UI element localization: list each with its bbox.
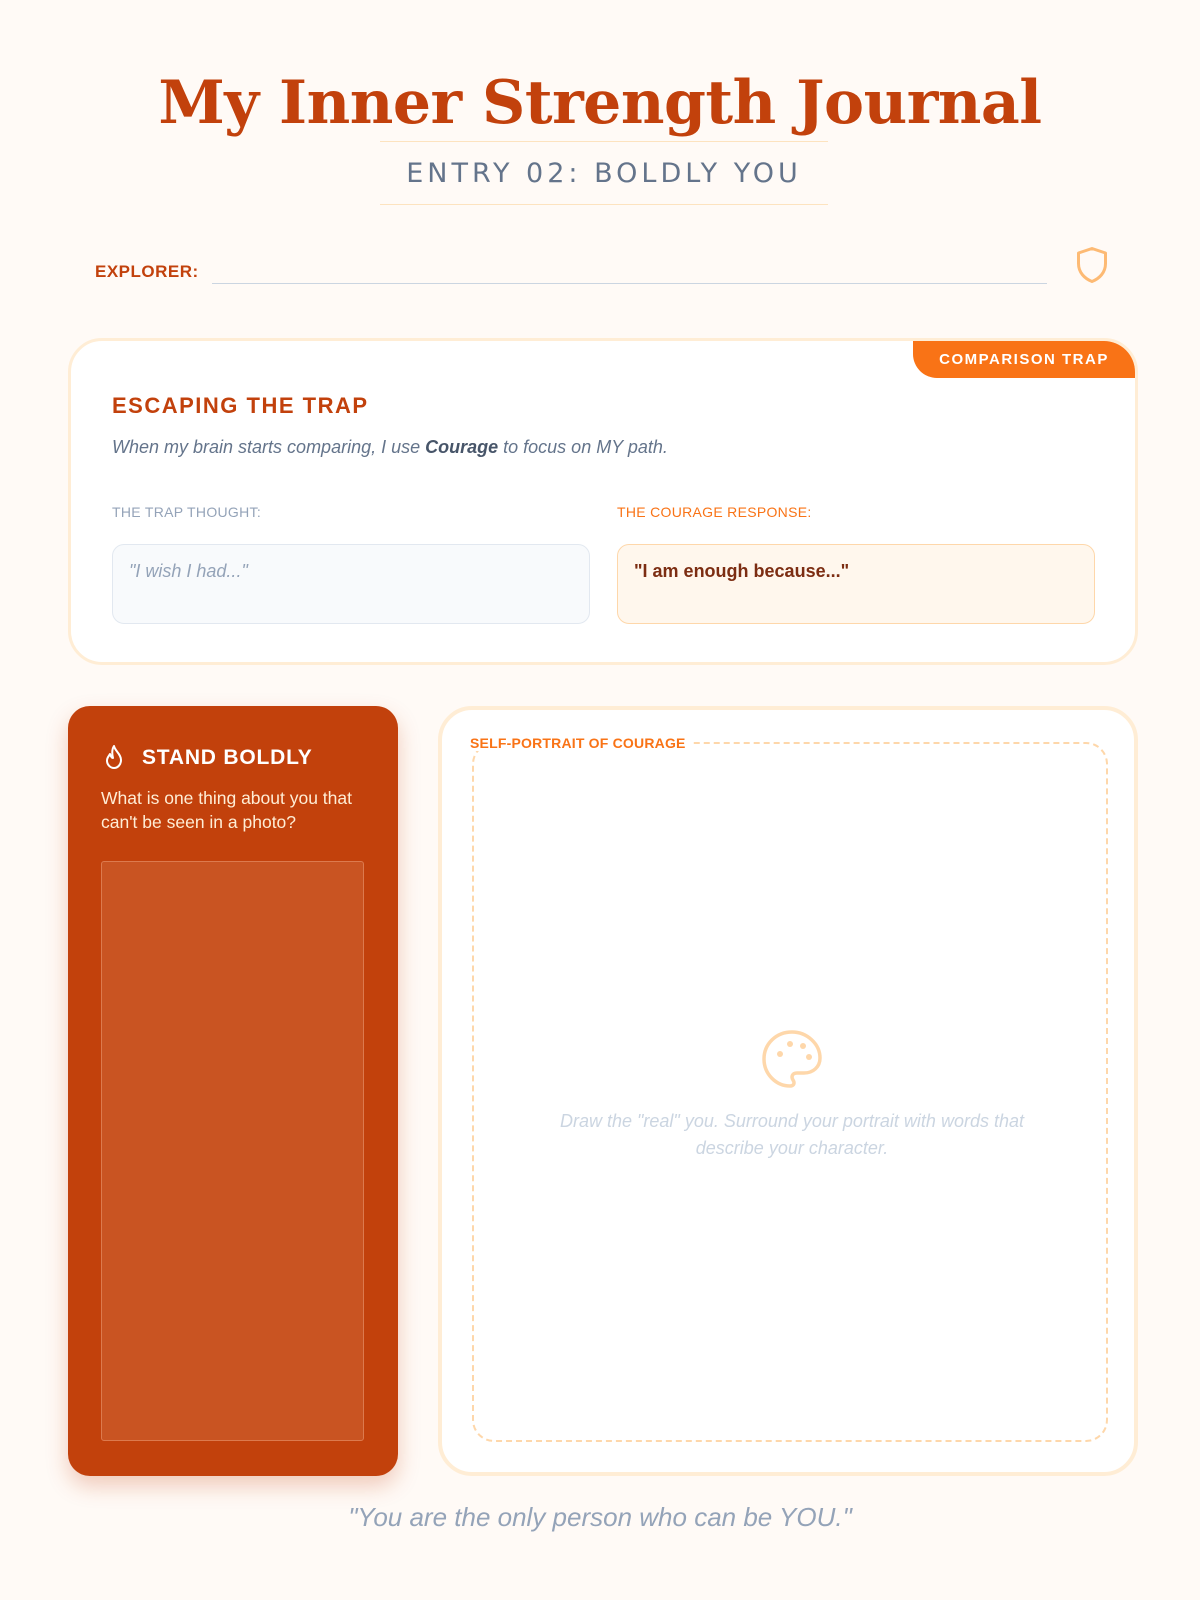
trap-desc-after: to focus on MY path.: [498, 437, 668, 457]
trap-desc-bold: Courage: [425, 437, 499, 457]
trap-thought-input[interactable]: "I wish I had...": [112, 544, 590, 624]
trap-desc-before: When my brain starts comparing, I use: [112, 437, 426, 457]
stand-boldly-heading: STAND BOLDLY: [142, 746, 313, 769]
explorer-label: EXPLORER:: [95, 262, 199, 281]
explorer-name-field[interactable]: [212, 283, 1047, 284]
trap-heading: ESCAPING THE TRAP: [112, 393, 369, 418]
stand-boldly-prompt: What is one thing about you that can't be seen in a photo?: [101, 788, 352, 832]
palette-icon: [760, 1028, 824, 1092]
portrait-hint: Draw the "real" you. Surround your portrait with words that describe your character.: [560, 1111, 1024, 1158]
stand-boldly-answer-area[interactable]: [101, 861, 364, 1441]
trap-description: [112, 437, 668, 458]
courage-response-input[interactable]: "I am enough because...": [617, 544, 1095, 624]
escaping-trap-card: [68, 338, 1138, 665]
courage-response-label: THE COURAGE RESPONSE:: [617, 504, 812, 520]
flame-icon: [102, 744, 126, 770]
trap-thought-label: THE TRAP THOUGHT:: [112, 504, 262, 520]
self-portrait-card: [438, 706, 1138, 1476]
stand-boldly-card: [68, 706, 398, 1476]
footer-quote: "You are the only person who can be YOU.": [348, 1502, 852, 1532]
comparison-trap-badge: COMPARISON TRAP: [913, 341, 1135, 378]
entry-subtitle: ENTRY 02: BOLDLY YOU: [406, 157, 802, 189]
portrait-drawing-area[interactable]: [472, 742, 1108, 1442]
page-title: My Inner Strength Journal: [158, 68, 1042, 138]
entry-subtitle-box: [380, 141, 828, 205]
portrait-label: SELF-PORTRAIT OF COURAGE: [470, 735, 690, 751]
shield-icon: [1074, 245, 1110, 285]
